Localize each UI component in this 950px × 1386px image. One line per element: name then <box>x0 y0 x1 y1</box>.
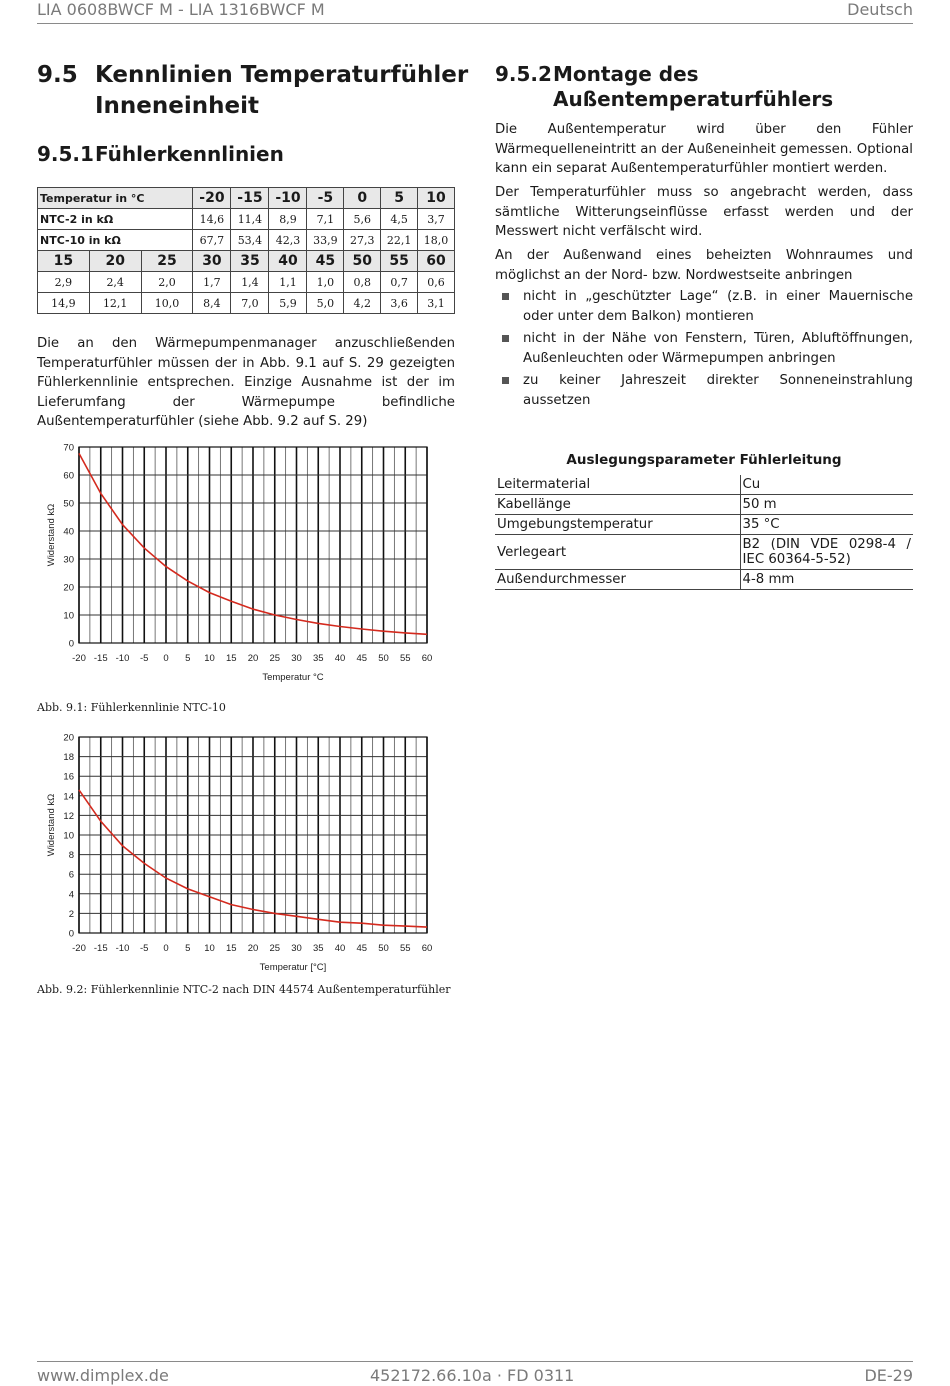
bullet-square-icon <box>502 377 509 384</box>
x-tick-label: 10 <box>204 653 215 664</box>
table-cell: 4,5 <box>381 209 418 230</box>
intro-paragraph: Die an den Wärmepumpenmanager anzuschließenden Temperaturfühler müssen der in Abb. 9.1 auf S. 29 gezeigten Fühlerkennlinie entsprechen. Einzige Ausnahme ist der im Lieferumfang der Wärmepumpe befindliche Außentemperaturfühler (siehe Abb. 9.2 auf S. 29) <box>37 336 455 429</box>
temp-header-cell: 60 <box>418 251 455 272</box>
temp-header-cell: -10 <box>269 188 307 209</box>
y-tick-label: 30 <box>63 554 74 566</box>
x-tick-label: 45 <box>356 653 368 664</box>
mounting-rules-list <box>495 287 913 413</box>
y-tick-label: 0 <box>68 928 74 940</box>
table-cell: 0,8 <box>344 272 381 293</box>
table-cell: 7,1 <box>307 209 344 230</box>
temp-header-cell: 15 <box>38 251 90 272</box>
x-tick-label: 40 <box>334 653 346 664</box>
table-cell: 42,3 <box>269 230 307 251</box>
table-cell: 3,7 <box>418 209 455 230</box>
temp-header-cell: 50 <box>344 251 381 272</box>
table-cell: 14,6 <box>193 209 231 230</box>
x-tick-label: 20 <box>247 943 259 954</box>
x-tick-label: 10 <box>204 943 215 954</box>
footer-page-number: DE-29 <box>864 1366 913 1385</box>
ntc2-label: NTC-2 in kΩ <box>38 209 193 230</box>
table-cell: 7,0 <box>231 293 269 314</box>
x-tick-label: -5 <box>140 653 149 664</box>
table-cell: 10,0 <box>141 293 193 314</box>
y-tick-label: 40 <box>63 526 74 538</box>
x-tick-label: 5 <box>185 943 191 954</box>
section-number: 9.5.1 <box>37 142 94 166</box>
x-tick-label: -10 <box>115 653 130 664</box>
temp-header-cell: 25 <box>141 251 193 272</box>
table-row: Verlegeart B2 (DIN VDE 0298-4 / IEC 60364-5-52) <box>495 535 913 570</box>
ntc2-chart <box>37 727 447 977</box>
x-tick-label: 40 <box>334 943 346 954</box>
header-language: Deutsch <box>847 0 913 19</box>
section-title: Kennlinien Temperaturfühler Inneneinheit <box>95 62 469 119</box>
table-cell: 22,1 <box>381 230 418 251</box>
figure-caption-9-2: Abb. 9.2: Fühlerkennlinie NTC-2 nach DIN 44574 Außentemperaturfühler <box>37 983 451 996</box>
x-tick-label: 60 <box>421 943 433 954</box>
section-title: Fühlerkennlinien <box>95 142 284 166</box>
x-tick-label: -15 <box>93 653 108 664</box>
footer-doc-number: 452172.66.10a · FD 0311 <box>370 1366 575 1385</box>
sensor-values-table <box>37 187 455 314</box>
x-tick-label: 30 <box>291 943 302 954</box>
y-axis-label: Widerstand kΩ <box>46 503 57 567</box>
y-tick-label: 8 <box>68 850 74 862</box>
y-tick-label: 50 <box>63 498 74 510</box>
y-tick-label: 14 <box>63 791 74 803</box>
x-tick-label: 30 <box>291 653 302 664</box>
table-cell: 2,9 <box>38 272 90 293</box>
table-cell: 8,9 <box>269 209 307 230</box>
table-cell: 5,6 <box>344 209 381 230</box>
footer-website: www.dimplex.de <box>37 1366 169 1385</box>
y-tick-label: 20 <box>63 732 74 744</box>
x-tick-label: 15 <box>225 653 237 664</box>
ntc10-label: NTC-10 in kΩ <box>38 230 193 251</box>
temp-header-cell: 20 <box>89 251 141 272</box>
x-tick-label: 35 <box>312 653 324 664</box>
table-cell: 1,4 <box>231 272 269 293</box>
x-tick-label: 50 <box>378 653 389 664</box>
y-tick-label: 0 <box>68 638 74 650</box>
y-tick-label: 4 <box>68 889 74 901</box>
cable-params-table <box>495 475 913 590</box>
x-tick-label: 25 <box>269 943 281 954</box>
y-tick-label: 70 <box>63 442 74 454</box>
x-tick-label: 35 <box>312 943 324 954</box>
table-cell: 53,4 <box>231 230 269 251</box>
temp-header-cell: 45 <box>307 251 344 272</box>
table-cell: 12,1 <box>89 293 141 314</box>
table-cell: 5,0 <box>307 293 344 314</box>
x-tick-label: 20 <box>247 653 259 664</box>
table-cell: 4,2 <box>344 293 381 314</box>
table-cell: 33,9 <box>307 230 344 251</box>
list-item: zu keiner Jahreszeit direkter Sonneneinstrahlung aussetzen <box>495 371 913 410</box>
x-tick-label: 55 <box>399 653 411 664</box>
x-tick-label: 50 <box>378 943 389 954</box>
temp-header-cell: -5 <box>307 188 344 209</box>
paragraph-outdoor-measurement: Die Außentemperatur wird über den Fühler Wärmequelleneintritt an der Außeneinheit gemessen. Optional kann ein separat Außentemperaturfühler montiert werden. <box>495 122 913 176</box>
table-row: Leitermaterial Cu <box>495 475 913 495</box>
header-model: LIA 0608BWCF M - LIA 1316BWCF M <box>37 0 325 19</box>
table-cell: 18,0 <box>418 230 455 251</box>
y-tick-label: 20 <box>63 582 74 594</box>
y-tick-label: 16 <box>63 771 74 783</box>
table-cell: 2,0 <box>141 272 193 293</box>
temp-header-cell: 55 <box>381 251 418 272</box>
list-item: nicht in „geschützter Lage“ (z.B. in einer Mauernische oder unter dem Balkon) montieren <box>495 287 913 326</box>
table-cell: 27,3 <box>344 230 381 251</box>
paragraph-mounting-location: An der Außenwand eines beheizten Wohnraumes und möglichst an der Nord- bzw. Nordwestseite anbringen <box>495 248 913 283</box>
y-tick-label: 10 <box>63 830 74 842</box>
x-tick-label: 45 <box>356 943 368 954</box>
y-axis-label: Widerstand kΩ <box>46 793 57 857</box>
table-cell: 0,7 <box>381 272 418 293</box>
x-tick-label: 0 <box>163 653 169 664</box>
section-number: 9.5 <box>37 62 78 88</box>
table-cell: 2,4 <box>89 272 141 293</box>
table-cell: 1,1 <box>269 272 307 293</box>
table-cell: 5,9 <box>269 293 307 314</box>
table-cell: 1,7 <box>193 272 231 293</box>
table-cell: 0,6 <box>418 272 455 293</box>
temp-header-cell: 40 <box>269 251 307 272</box>
temp-header-cell: 35 <box>231 251 269 272</box>
figure-caption-9-1: Abb. 9.1: Fühlerkennlinie NTC-10 <box>37 701 226 714</box>
temp-header-cell: -20 <box>193 188 231 209</box>
y-tick-label: 12 <box>63 810 74 822</box>
x-tick-label: -5 <box>140 943 149 954</box>
paragraph-mounting-requirement: Der Temperaturfühler muss so angebracht werden, dass sämtliche Witterungseinflüsse erfasst werden und der Messwert nicht verfälscht wird. <box>495 185 913 239</box>
y-tick-label: 18 <box>63 752 74 764</box>
table-cell: 14,9 <box>38 293 90 314</box>
table-row: Außendurchmesser 4-8 mm <box>495 570 913 590</box>
table-cell: 1,0 <box>307 272 344 293</box>
x-axis-label: Temperatur °C <box>262 672 324 683</box>
table-cell: 3,6 <box>381 293 418 314</box>
section-number: 9.5.2 <box>495 62 552 86</box>
x-tick-label: 5 <box>185 653 191 664</box>
y-tick-label: 60 <box>63 470 74 482</box>
temp-header-cell: 30 <box>193 251 231 272</box>
page-header <box>37 0 913 24</box>
temp-header-cell: 5 <box>381 188 418 209</box>
y-tick-label: 10 <box>63 610 74 622</box>
x-tick-label: 55 <box>399 943 411 954</box>
table-cell: 11,4 <box>231 209 269 230</box>
table-cell: 67,7 <box>193 230 231 251</box>
x-tick-label: 15 <box>225 943 237 954</box>
ntc10-chart <box>37 437 447 687</box>
y-tick-label: 6 <box>68 869 74 881</box>
x-tick-label: -20 <box>72 943 86 954</box>
x-axis-label: Temperatur [°C] <box>259 962 327 973</box>
list-item: nicht in der Nähe von Fenstern, Türen, Abluftöffnungen, Außenleuchten oder Wärmepumpen anbringen <box>495 329 913 368</box>
x-tick-label: 60 <box>421 653 433 664</box>
table-row: Kabellänge 50 m <box>495 495 913 515</box>
table-row: Umgebungstemperatur 35 °C <box>495 515 913 535</box>
temp-header-cell: -15 <box>231 188 269 209</box>
x-tick-label: -10 <box>115 943 130 954</box>
y-tick-label: 2 <box>68 908 74 920</box>
bullet-square-icon <box>502 335 509 342</box>
table-cell: 8,4 <box>193 293 231 314</box>
temp-header-cell: 0 <box>344 188 381 209</box>
x-tick-label: -15 <box>93 943 108 954</box>
section-title: Montage des Außentemperaturfühlers <box>553 62 834 111</box>
x-tick-label: -20 <box>72 653 86 664</box>
params-table-title: Auslegungsparameter Fühlerleitung <box>566 452 842 468</box>
bullet-square-icon <box>502 293 509 300</box>
page-footer <box>37 1361 913 1386</box>
x-tick-label: 0 <box>163 943 169 954</box>
temp-header-cell: 10 <box>418 188 455 209</box>
temp-label: Temperatur in °C <box>38 188 193 209</box>
x-tick-label: 25 <box>269 653 281 664</box>
table-cell: 3,1 <box>418 293 455 314</box>
